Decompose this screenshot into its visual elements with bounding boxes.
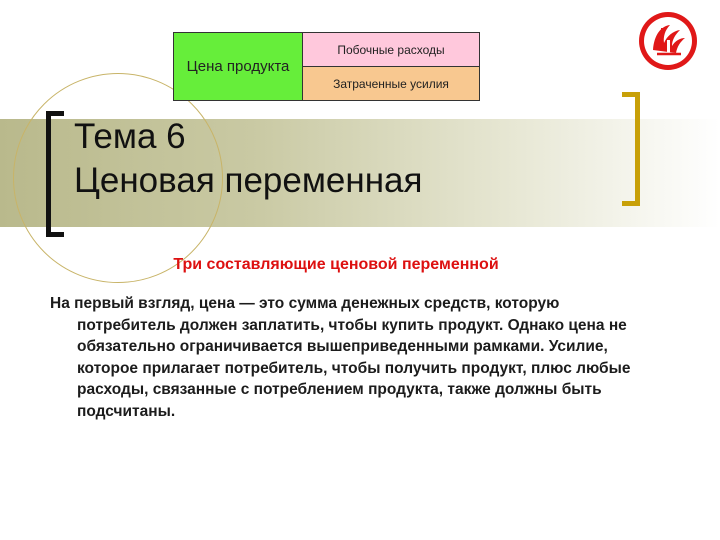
right-bracket bbox=[622, 92, 640, 206]
title-line-subject: Ценовая переменная bbox=[74, 161, 423, 200]
effort-box bbox=[302, 66, 480, 101]
side-costs-box bbox=[302, 32, 480, 67]
body-paragraph: На первый взгляд, цена — это сумма денежных средств, которую потребитель должен заплатить, чтобы купить продукт. Однако цена не обязательно ограничивается вышеприведенными рамками. Усилие, которое прилагает потребитель, чтобы получить продукт, плюс любые расходы, связанные с потреблением продукта, также должны быть подсчитаны. bbox=[50, 295, 631, 420]
bird-emblem-logo-icon bbox=[637, 10, 699, 72]
effort-label: Затраченные усилия bbox=[333, 76, 449, 91]
left-bracket bbox=[46, 111, 64, 237]
price-box-label: Цена продукта bbox=[186, 58, 290, 75]
slide-title bbox=[74, 115, 422, 203]
price-box bbox=[173, 32, 303, 101]
title-line-topic: Тема 6 bbox=[74, 117, 186, 156]
section-subtitle: Три составляющие ценовой переменной bbox=[173, 256, 499, 273]
side-costs-label: Побочные расходы bbox=[337, 42, 445, 57]
